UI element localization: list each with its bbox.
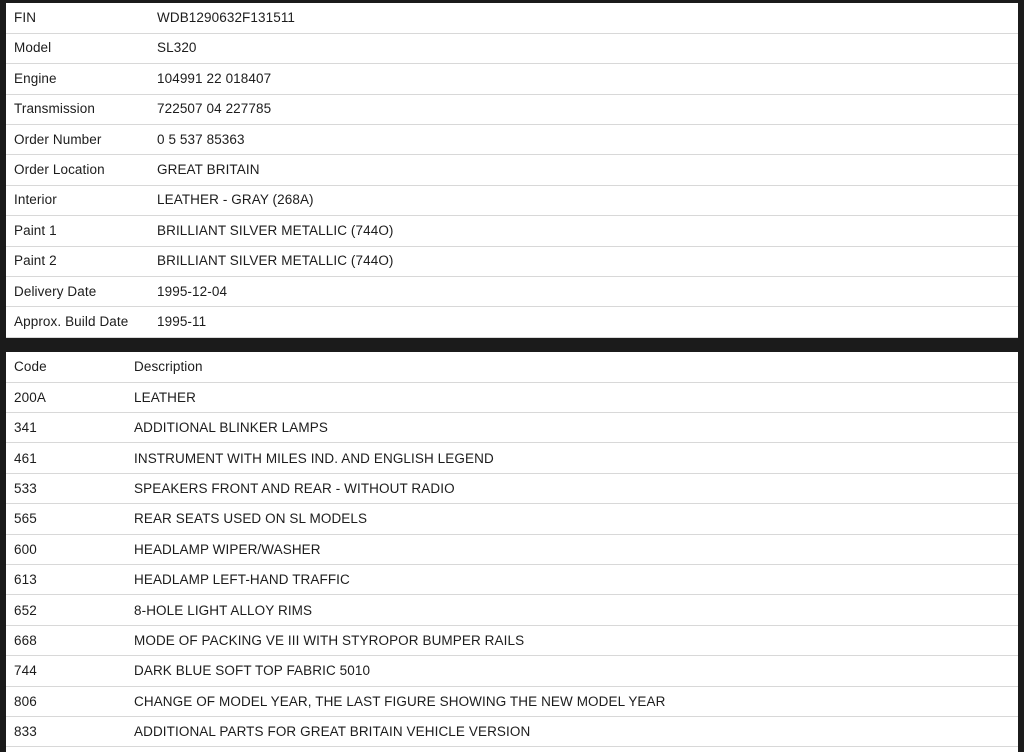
option-description: CHANGE OF MODEL YEAR, THE LAST FIGURE SHOWING THE NEW MODEL YEAR xyxy=(71,686,1018,716)
options-table xyxy=(6,352,1018,748)
spec-label: Engine xyxy=(6,64,147,94)
table-row xyxy=(6,94,1018,124)
spec-value: BRILLIANT SILVER METALLIC (744O) xyxy=(147,216,1018,246)
table-header-row xyxy=(6,352,1018,382)
option-description: DARK BLUE SOFT TOP FABRIC 5010 xyxy=(71,656,1018,686)
table-row xyxy=(6,625,1018,655)
option-code: 668 xyxy=(6,625,71,655)
option-description: HEADLAMP LEFT-HAND TRAFFIC xyxy=(71,565,1018,595)
spec-label: Delivery Date xyxy=(6,277,147,307)
section-divider xyxy=(6,338,1018,352)
table-row xyxy=(6,716,1018,746)
option-description: INSTRUMENT WITH MILES IND. AND ENGLISH LEGEND xyxy=(71,443,1018,473)
option-description: MODE OF PACKING VE III WITH STYROPOR BUMPER RAILS xyxy=(71,625,1018,655)
spec-label: Model xyxy=(6,33,147,63)
spec-label: Paint 1 xyxy=(6,216,147,246)
spec-value: GREAT BRITAIN xyxy=(147,155,1018,185)
option-description: HEADLAMP WIPER/WASHER xyxy=(71,534,1018,564)
option-code: 613 xyxy=(6,565,71,595)
spec-value: 1995-11 xyxy=(147,307,1018,337)
table-row xyxy=(6,33,1018,63)
table-row xyxy=(6,534,1018,564)
spec-label: Order Number xyxy=(6,125,147,155)
option-code: 833 xyxy=(6,716,71,746)
document-content xyxy=(6,3,1018,752)
table-row xyxy=(6,504,1018,534)
option-description: ADDITIONAL PARTS FOR GREAT BRITAIN VEHICLE VERSION xyxy=(71,716,1018,746)
spec-label: FIN xyxy=(6,3,147,33)
option-code: 341 xyxy=(6,413,71,443)
spec-label: Paint 2 xyxy=(6,246,147,276)
spec-value: 104991 22 018407 xyxy=(147,64,1018,94)
option-description: SPEAKERS FRONT AND REAR - WITHOUT RADIO xyxy=(71,473,1018,503)
option-code: 600 xyxy=(6,534,71,564)
table-row xyxy=(6,595,1018,625)
spec-label: Order Location xyxy=(6,155,147,185)
spec-label: Transmission xyxy=(6,94,147,124)
table-row xyxy=(6,64,1018,94)
spec-label: Interior xyxy=(6,185,147,215)
table-row xyxy=(6,565,1018,595)
spec-value: LEATHER - GRAY (268A) xyxy=(147,185,1018,215)
table-row xyxy=(6,185,1018,215)
table-row xyxy=(6,125,1018,155)
table-row xyxy=(6,382,1018,412)
option-description: ADDITIONAL BLINKER LAMPS xyxy=(71,413,1018,443)
table-row xyxy=(6,473,1018,503)
table-row xyxy=(6,686,1018,716)
option-code: 806 xyxy=(6,686,71,716)
options-table-header xyxy=(6,352,1018,382)
option-description: REAR SEATS USED ON SL MODELS xyxy=(71,504,1018,534)
option-code: 565 xyxy=(6,504,71,534)
option-code: 744 xyxy=(6,656,71,686)
option-description: LEATHER xyxy=(71,382,1018,412)
spec-value: 722507 04 227785 xyxy=(147,94,1018,124)
options-table-body xyxy=(6,382,1018,747)
vehicle-spec-body xyxy=(6,3,1018,337)
table-row xyxy=(6,307,1018,337)
spec-value: BRILLIANT SILVER METALLIC (744O) xyxy=(147,246,1018,276)
option-code: 461 xyxy=(6,443,71,473)
option-code: 533 xyxy=(6,473,71,503)
spec-value: 1995-12-04 xyxy=(147,277,1018,307)
page-right-border xyxy=(1018,0,1024,752)
vehicle-spec-table xyxy=(6,3,1018,338)
table-row xyxy=(6,246,1018,276)
table-row xyxy=(6,656,1018,686)
spec-value: SL320 xyxy=(147,33,1018,63)
option-code: 652 xyxy=(6,595,71,625)
column-header-code: Code xyxy=(6,352,71,382)
spec-value: 0 5 537 85363 xyxy=(147,125,1018,155)
table-row xyxy=(6,216,1018,246)
table-row xyxy=(6,155,1018,185)
option-description: 8-HOLE LIGHT ALLOY RIMS xyxy=(71,595,1018,625)
option-code: 200A xyxy=(6,382,71,412)
table-row xyxy=(6,413,1018,443)
spec-label: Approx. Build Date xyxy=(6,307,147,337)
table-row xyxy=(6,443,1018,473)
table-row xyxy=(6,3,1018,33)
table-row xyxy=(6,277,1018,307)
spec-value: WDB1290632F131511 xyxy=(147,3,1018,33)
column-header-description: Description xyxy=(71,352,1018,382)
